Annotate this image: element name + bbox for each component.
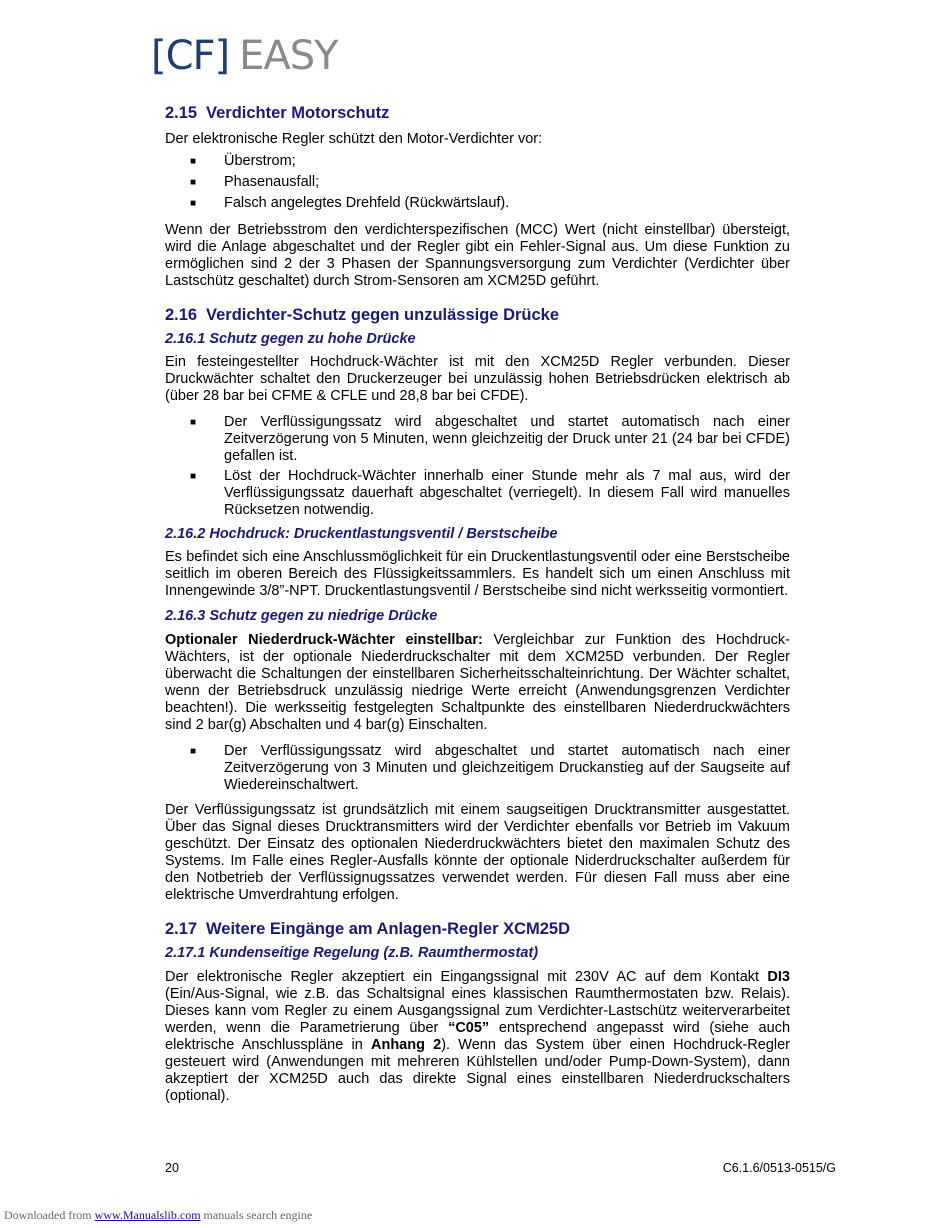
cf-easy-logo	[151, 34, 338, 78]
heading-2-17	[165, 918, 790, 940]
list-item-text: Phasenausfall;	[224, 174, 320, 190]
list-item	[165, 414, 790, 465]
bullet-list	[165, 743, 790, 794]
list-item	[165, 193, 790, 214]
bold-term: Anhang 2	[370, 1037, 442, 1053]
list-item-text: Der Verflüssigungssatz wird abgeschaltet und startet automatisch nach einer Zeitverzögerung von 5 Minuten, wenn gleichzeitig der Druck unter 21 (24 bar bei CFDE) gefallen ist.	[224, 414, 790, 464]
paragraph-text: entsprechend angepasst wird (siehe auch elektrische Anschlusspläne in	[165, 1020, 791, 1053]
paragraph: Der elektronische Regler schützt den Motor-Verdichter vor:	[165, 131, 543, 147]
list-item-text: Löst der Hochdruck-Wächter innerhalb einer Stunde mehr als 7 mal aus, wird der Verflüssigungssatz dauerhaft abgeschaltet (verriegelt). In diesem Fall wird manuelles Rücksetzen notwendig.	[224, 468, 790, 518]
download-prefix: Downloaded from	[4, 1208, 95, 1222]
bullet-list	[165, 414, 790, 519]
paragraph	[165, 632, 790, 734]
heading-2-16	[165, 304, 790, 326]
paragraph-text: Der elektronische Regler akzeptiert ein Eingangssignal mit 230V AC auf dem Kontakt	[165, 969, 768, 985]
download-notice	[4, 1208, 312, 1223]
list-item	[165, 743, 790, 794]
paragraph	[165, 969, 790, 1105]
bullet-list	[165, 151, 790, 214]
document-code: C6.1.6/0513-0515/G	[722, 1161, 836, 1175]
manualslib-link[interactable]: www.Manualslib.com	[94, 1208, 201, 1222]
subheading-2-16-2: 2.16.2 Hochdruck: Druckentlastungsventil / Berstscheibe	[165, 526, 558, 542]
list-item	[165, 151, 790, 172]
heading-number: 2.17	[165, 920, 198, 938]
paragraph-text: (Ein/Aus-Signal, wie z.B. das Schaltsignal eines klassischen Raumthermostaten bzw. Relais). Dieses kann vom Regler zu einem Ausgangssignal zum Verdichter-Lastschütz weiterverarbeitet werden, wenn die Parametrierung über	[165, 986, 790, 1036]
bold-term: “C05”	[448, 1020, 490, 1036]
bold-lead: Optionaler Niederdruck-Wächter einstellbar:	[165, 632, 483, 648]
paragraph: Der Verflüssigungssatz ist grundsätzlich mit einem saugseitigen Drucktransmitter ausgestattet. Über das Signal dieses Drucktransmitters wird der Verdichter ebenfalls vor Betrieb im Vakuum geschützt. Der Einsatz des optionalen Niederdruckwächters bietet den maximalen Schutz des Systems. Im Falle eines Regler-Ausfalls könnte der optionale Niderdruckschalter außerdem für den Notbetrieb der Verflüssignugssatzes verwendet werden. Für diesen Fall muss aber eine elektrische Umverdrahtung erfolgen.	[165, 802, 790, 903]
bold-term: DI3	[767, 969, 790, 985]
list-item-text: Falsch angelegtes Drehfeld (Rückwärtslauf).	[224, 195, 510, 211]
heading-2-15	[165, 102, 790, 124]
paragraph: Ein festeingestellter Hochdruck-Wächter ist mit den XCM25D Regler verbunden. Dieser Druckwächter schaltet den Druckerzeuger bei unzulässig hohen Betriebsdrücken elektrisch ab (über 28 bar bei CFME & CFLE und 28,8 bar bei CFDE).	[165, 354, 790, 404]
bullet-icon: ■	[190, 198, 197, 209]
logo-bracket-open: [	[151, 33, 166, 79]
logo-easy: EASY	[239, 33, 338, 79]
list-item-text: Überstrom;	[224, 153, 296, 169]
list-item-text: Der Verflüssigungssatz wird abgeschaltet und startet automatisch nach einer Zeitverzögerung von 3 Minuten und gleichzeitigem Druckanstieg auf der Saugseite auf Wiedereinschaltwert.	[224, 743, 790, 793]
document-body	[165, 100, 790, 1105]
heading-title: Verdichter Motorschutz	[206, 104, 390, 122]
logo-cf: CF	[165, 33, 215, 79]
subheading-2-16-3: 2.16.3 Schutz gegen zu niedrige Drücke	[165, 608, 438, 624]
logo-bracket-close: ]	[214, 33, 230, 79]
heading-title: Weitere Eingänge am Anlagen-Regler XCM25D	[206, 920, 571, 938]
subheading-2-17-1: 2.17.1 Kundenseitige Regelung (z.B. Raumthermostat)	[165, 945, 539, 961]
subheading-2-16-1: 2.16.1 Schutz gegen zu hohe Drücke	[165, 331, 416, 347]
download-suffix: manuals search engine	[200, 1208, 313, 1222]
heading-number: 2.15	[165, 104, 198, 122]
bullet-icon: ■	[190, 746, 197, 757]
list-item	[165, 468, 790, 519]
page-number: 20	[165, 1161, 179, 1175]
bullet-icon: ■	[190, 156, 197, 167]
heading-number: 2.16	[165, 306, 198, 324]
bullet-icon: ■	[190, 417, 197, 428]
list-item	[165, 172, 790, 193]
paragraph: Es befindet sich eine Anschlussmöglichkeit für ein Druckentlastungsventil oder eine Berstscheibe seitlich im oberen Bereich des Flüssigkeitssammlers. Es handelt sich um einen Anschluss mit Innengewinde 3/8”-NPT. Druckentlastungsventil / Berstscheibe sind nicht werksseitig vormontiert.	[165, 549, 790, 599]
bullet-icon: ■	[190, 177, 197, 188]
paragraph-text: ). Wenn das System über einen Hochdruck-Regler gesteuert wird (Anwendungen mit mehreren Kühlstellen und/oder Pump-Down-System), dann akzeptiert der XCM25D auch das direkte Signal eines einstellbaren Niederdruckschalters (optional).	[165, 1037, 790, 1104]
paragraph: Wenn der Betriebsstrom den verdichterspezifischen (MCC) Wert (nicht einstellbar) übersteigt, wird die Anlage abgeschaltet und der Regler gibt ein Fehler-Signal aus. Um diese Funktion zu ermöglichen sind 2 der 3 Phasen der Spannungsversorgung zum Verdichter (Verdichter über Lastschütz geschaltet) durch Strom-Sensoren am XCM25D geführt.	[165, 222, 790, 289]
bullet-icon: ■	[190, 471, 197, 482]
heading-title: Verdichter-Schutz gegen unzulässige Drücke	[206, 306, 560, 324]
paragraph-text: Vergleichbar zur Funktion des Hochdruck-Wächters, ist der optionale Niederdruckschalter mit dem XCM25D verbunden. Der Regler überwacht die Schaltungen der einstellbaren Sicherheitsschalteinrichtung. Der Wächter schaltet, wenn der Betriebsdruck unzulässig niedrige Werte erreicht (Anwendungsgrenzen Verdichter beachten!). Die werksseitig festgelegten Schaltpunkte des einstellbaren Niederdruckwächters sind 2 bar(g) Abschalten und 4 bar(g) Einschalten.	[165, 632, 790, 733]
